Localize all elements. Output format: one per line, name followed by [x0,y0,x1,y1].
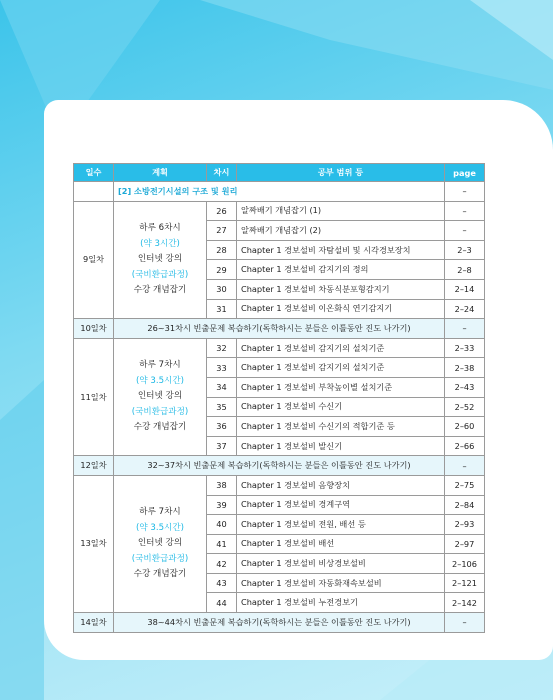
session-no: 27 [207,221,237,241]
session-no: 42 [207,554,237,574]
page-ref: 2–38 [445,358,485,378]
page-ref: 2–84 [445,495,485,515]
session-no: 43 [207,573,237,593]
section-title: [2] 소방전기시설의 구조 및 원리 [114,182,445,202]
page-ref: 2–66 [445,436,485,456]
table-row [74,475,485,495]
study-range: Chapter 1 경보설비 발신기 [237,436,445,456]
page-ref: 2–142 [445,593,485,613]
page-ref: 2–75 [445,475,485,495]
page-ref: 2–14 [445,279,485,299]
session-no: 38 [207,475,237,495]
page-ref: – [445,221,485,241]
session-no: 32 [207,338,237,358]
study-range: Chapter 1 경보설비 누전경보기 [237,593,445,613]
review-row [74,456,485,476]
page-ref: 2–106 [445,554,485,574]
page-ref: 2–33 [445,338,485,358]
page-ref: 2–24 [445,299,485,319]
section-header-row [74,182,485,202]
session-no: 31 [207,299,237,319]
session-no: 44 [207,593,237,613]
page-ref: 2–8 [445,260,485,280]
study-range: Chapter 1 경보설비 전원, 배선 등 [237,515,445,535]
review-text: 26~31차시 빈출문제 복습하기(독학하시는 분들은 이틀동안 진도 나가기) [114,319,445,339]
study-range: Chapter 1 경보설비 수신기 [237,397,445,417]
study-range: Chapter 1 경보설비 경계구역 [237,495,445,515]
review-row [74,613,485,633]
review-text: 32~37차시 빈출문제 복습하기(독학하시는 분들은 이틀동안 진도 나가기) [114,456,445,476]
table-row [74,201,485,221]
study-range: Chapter 1 경보설비 비상경보설비 [237,554,445,574]
study-range: 알짜배기 개념잡기 (2) [237,221,445,241]
study-range: Chapter 1 경보설비 자탐설비 및 시각경보장치 [237,240,445,260]
page-ref: 2–3 [445,240,485,260]
page-ref: 2–43 [445,377,485,397]
review-row [74,319,485,339]
day-cell: 12일차 [74,456,114,476]
session-no: 26 [207,201,237,221]
study-range: Chapter 1 경보설비 음향장치 [237,475,445,495]
header-plan: 계획 [114,164,207,182]
review-text: 38~44차시 빈출문제 복습하기(독학하시는 분들은 이틀동안 진도 나가기) [114,613,445,633]
study-range: Chapter 1 경보설비 수신기의 적합기준 등 [237,417,445,437]
session-no: 30 [207,279,237,299]
session-no: 36 [207,417,237,437]
day-cell: 13일차 [74,475,114,612]
page-ref: – [445,613,485,633]
day-cell: 14일차 [74,613,114,633]
session-no: 40 [207,515,237,535]
table-row [74,338,485,358]
session-no: 41 [207,534,237,554]
study-range: 알짜배기 개념잡기 (1) [237,201,445,221]
page-ref: – [445,456,485,476]
session-no: 28 [207,240,237,260]
page-ref: 2–52 [445,397,485,417]
plan-cell: 하루 6차시 (약 3시간) 인터넷 강의 (국비환급과정) 수강 개념잡기 [114,201,207,319]
section-page: – [445,182,485,202]
session-no: 39 [207,495,237,515]
session-no: 34 [207,377,237,397]
session-no: 37 [207,436,237,456]
plan-cell: 하루 7차시 (약 3.5시간) 인터넷 강의 (국비환급과정) 수강 개념잡기 [114,338,207,456]
header-session: 차시 [207,164,237,182]
study-range: Chapter 1 경보설비 이온화식 연기감지기 [237,299,445,319]
page-ref: 2–60 [445,417,485,437]
session-no: 35 [207,397,237,417]
page-ref: – [445,201,485,221]
study-range: Chapter 1 경보설비 감지기의 설치기준 [237,338,445,358]
page-ref: 2–93 [445,515,485,535]
study-plan-table [73,163,485,633]
day-cell: 11일차 [74,338,114,456]
page-ref: – [445,319,485,339]
study-range: Chapter 1 경보설비 부착높이별 설치기준 [237,377,445,397]
session-no: 29 [207,260,237,280]
study-range: Chapter 1 경보설비 감지기의 정의 [237,260,445,280]
study-range: Chapter 1 경보설비 배선 [237,534,445,554]
page-ref: 2–97 [445,534,485,554]
header-range: 공부 범위 등 [237,164,445,182]
page-ref: 2–121 [445,573,485,593]
session-no: 33 [207,358,237,378]
table-header-row [74,164,485,182]
study-range: Chapter 1 경보설비 자동화재속보설비 [237,573,445,593]
study-range: Chapter 1 경보설비 차동식분포형감지기 [237,279,445,299]
day-cell: 9일차 [74,201,114,319]
study-range: Chapter 1 경보설비 감지기의 설치기준 [237,358,445,378]
header-page: page [445,164,485,182]
plan-cell: 하루 7차시 (약 3.5시간) 인터넷 강의 (국비환급과정) 수강 개념잡기 [114,475,207,612]
header-day: 일수 [74,164,114,182]
day-cell: 10일차 [74,319,114,339]
